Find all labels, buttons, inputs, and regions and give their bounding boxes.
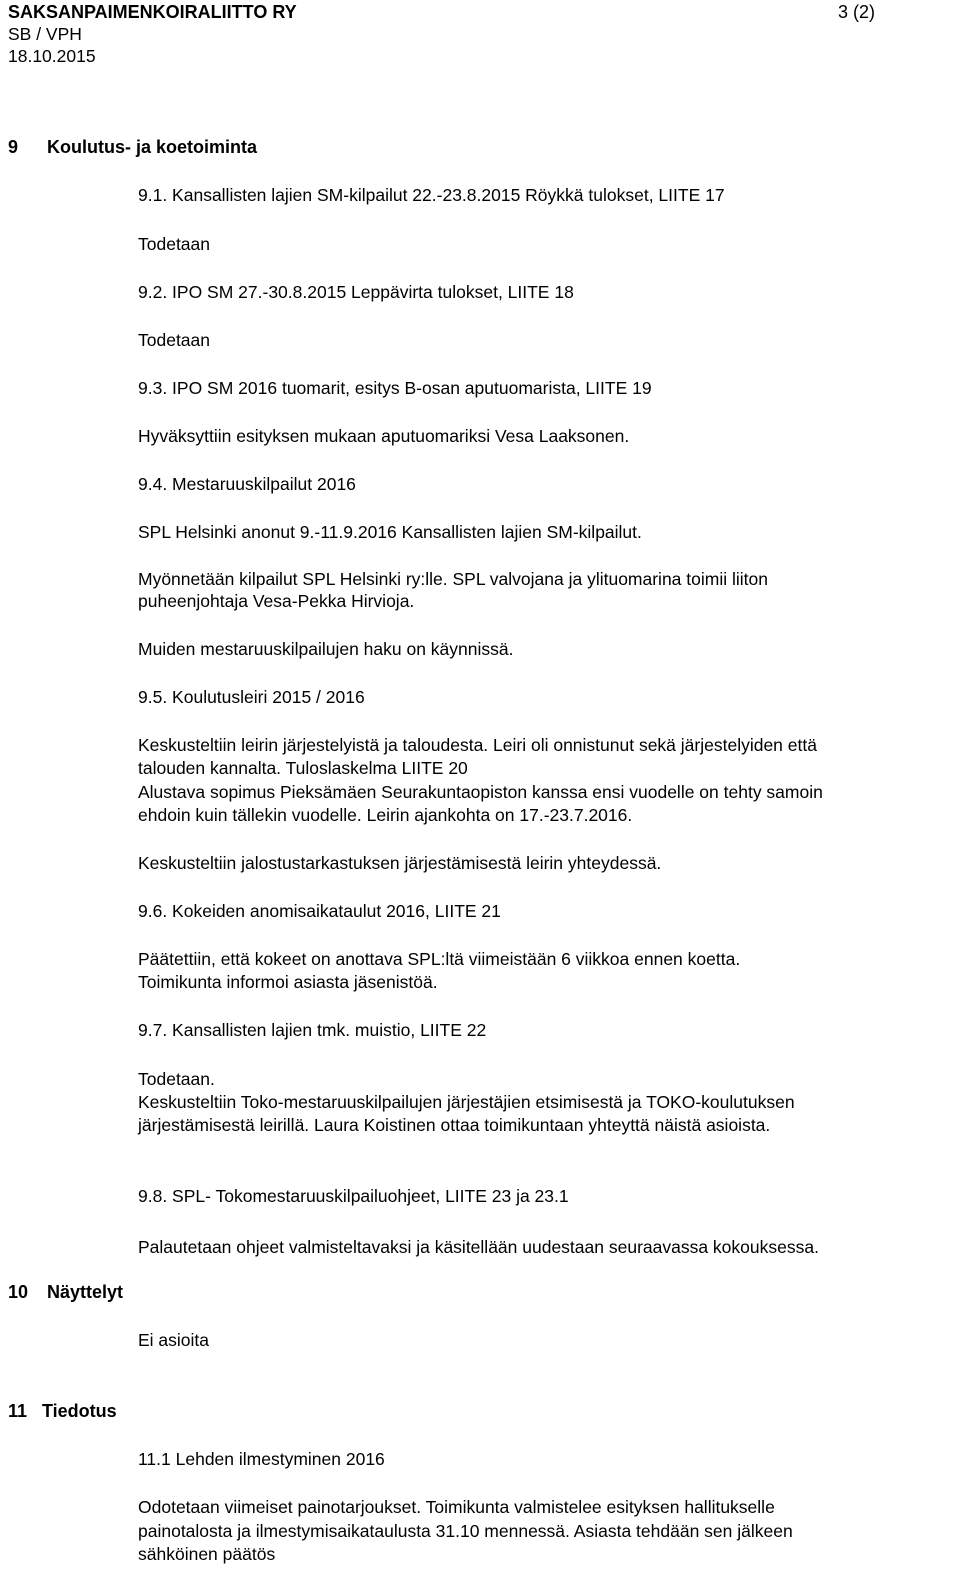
- item-9-5-text: Keskusteltiin leirin järjestelyistä ja taloudesta. Leiri oli onnistunut sekä järjestelyiden että: [138, 735, 817, 755]
- item-9-4-text: SPL Helsinki anonut 9.-11.9.2016 Kansallisten lajien SM-kilpailut.: [138, 522, 642, 542]
- page-number: 3 (2): [838, 2, 876, 22]
- item-9-3-title: 9.3. IPO SM 2016 tuomarit, esitys B-osan aputuomarista, LIITE 19: [138, 378, 652, 398]
- section-9-title: Koulutus- ja koetoiminta: [47, 137, 258, 157]
- item-9-2-decision: Todetaan: [138, 330, 211, 350]
- section-10-text: Ei asioita: [138, 1330, 210, 1350]
- document-code: SB / VPH: [8, 24, 82, 44]
- organization-name: SAKSANPAIMENKOIRALIITTO RY: [8, 2, 297, 22]
- item-9-3-decision: Hyväksyttiin esityksen mukaan aputuomariksi Vesa Laaksonen.: [138, 426, 630, 446]
- item-9-7-text: Keskusteltiin Toko-mestaruuskilpailujen järjestäjien etsimisestä ja TOKO-koulutuksen: [138, 1092, 795, 1112]
- item-9-8-text: Palautetaan ohjeet valmisteltavaksi ja käsitellään uudestaan seuraavassa kokouksessa.: [138, 1237, 819, 1257]
- item-9-2-title: 9.2. IPO SM 27.-30.8.2015 Leppävirta tulokset, LIITE 18: [138, 282, 574, 302]
- item-9-6-title: 9.6. Kokeiden anomisaikataulut 2016, LIITE 21: [138, 901, 501, 921]
- item-9-4-text: Myönnetään kilpailut SPL Helsinki ry:lle. SPL valvojana ja ylituomarina toimii liiton: [138, 569, 768, 589]
- item-11-1-title: 11.1 Lehden ilmestyminen 2016: [138, 1449, 385, 1469]
- item-11-1-text: sähköinen päätös: [138, 1544, 276, 1564]
- item-9-6-text: Toimikunta informoi asiasta jäsenistöä.: [138, 972, 438, 992]
- item-9-7-text: järjestämisestä leirillä. Laura Koistinen ottaa toimikuntaan yhteyttä näistä asioista.: [138, 1115, 771, 1135]
- item-9-1-decision: Todetaan: [138, 234, 211, 254]
- item-9-8-title: 9.8. SPL- Tokomestaruuskilpailuohjeet, LIITE 23 ja 23.1: [138, 1186, 569, 1206]
- item-11-1-text: Odotetaan viimeiset painotarjoukset. Toimikunta valmistelee esityksen hallitukselle: [138, 1497, 775, 1517]
- section-11-title: Tiedotus: [42, 1401, 117, 1421]
- item-9-5-title: 9.5. Koulutusleiri 2015 / 2016: [138, 687, 365, 707]
- item-9-5-text: talouden kannalta. Tuloslaskelma LIITE 20: [138, 758, 468, 778]
- item-9-4-title: 9.4. Mestaruuskilpailut 2016: [138, 474, 356, 494]
- item-9-4-text: puheenjohtaja Vesa-Pekka Hirvioja.: [138, 591, 415, 611]
- section-10-title: Näyttelyt: [47, 1282, 124, 1302]
- item-11-1-text: painotalosta ja ilmestymisaikataulusta 31.10 mennessä. Asiasta tehdään sen jälkeen: [138, 1521, 793, 1541]
- item-9-6-text: Päätettiin, että kokeet on anottava SPL:ltä viimeistään 6 viikkoa ennen koetta.: [138, 949, 741, 969]
- document-date: 18.10.2015: [8, 46, 96, 66]
- item-9-5-text: Alustava sopimus Pieksämäen Seurakuntaopiston kanssa ensi vuodelle on tehty samoin: [138, 782, 823, 802]
- section-9-number: 9: [8, 137, 19, 157]
- item-9-5-text: Keskusteltiin jalostustarkastuksen järjestämisestä leirin yhteydessä.: [138, 853, 662, 873]
- item-9-1-title: 9.1. Kansallisten lajien SM-kilpailut 22.-23.8.2015 Röykkä tulokset, LIITE 17: [138, 185, 725, 205]
- section-10-number: 10: [8, 1282, 29, 1302]
- item-9-4-text: Muiden mestaruuskilpailujen haku on käynnissä.: [138, 639, 514, 659]
- section-11-number: 11: [8, 1401, 28, 1421]
- item-9-7-title: 9.7. Kansallisten lajien tmk. muistio, LIITE 22: [138, 1020, 487, 1040]
- item-9-5-text: ehdoin kuin tällekin vuodelle. Leirin ajankohta on 17.-23.7.2016.: [138, 805, 633, 825]
- item-9-7-text: Todetaan.: [138, 1069, 215, 1089]
